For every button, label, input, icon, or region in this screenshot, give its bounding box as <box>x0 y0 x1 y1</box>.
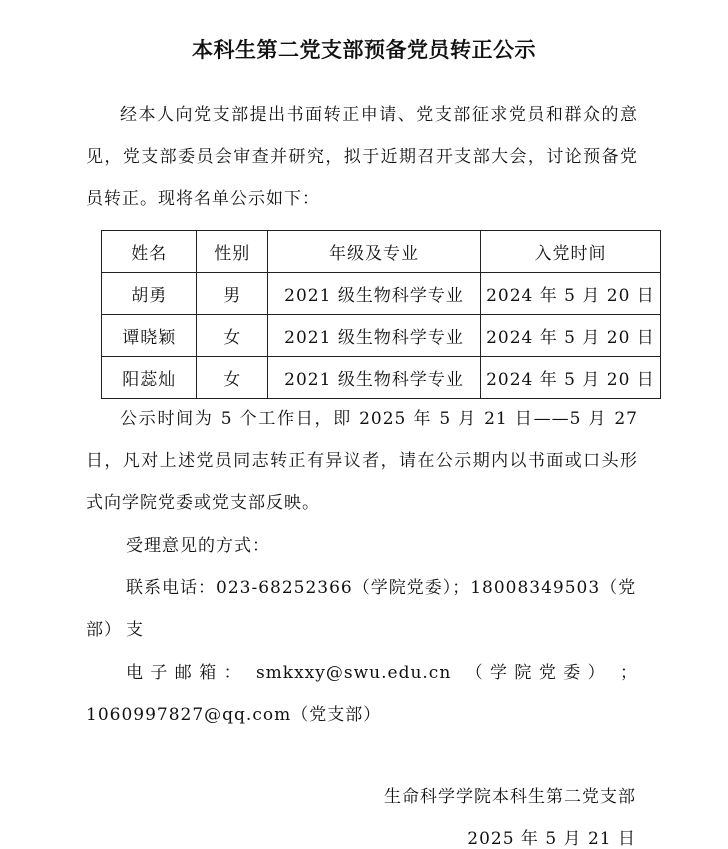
cell-gender: 男 <box>197 273 268 315</box>
cell-gender: 女 <box>197 357 268 399</box>
period-paragraph: 公示时间为 5 个工作日，即 2025 年 5 月 21 日——5 月 27 日，凡对上述党员同志转正有异议者，请在公示期内以书面或口头形式向学院党委或党支部反映。 <box>86 409 638 513</box>
cell-grade-major: 2021 级生物科学专业 <box>268 315 481 357</box>
column-header-grade-major: 年级及专业 <box>268 231 481 273</box>
college-email-note: （ 学 院 党 委 ） <box>465 663 606 683</box>
email-separator: ； <box>619 663 638 683</box>
email-label: 电 子 邮 箱 ： <box>126 663 242 683</box>
candidate-table <box>101 230 661 399</box>
contact-email-line <box>86 652 638 694</box>
page-title: 本科生第二党支部预备党员转正公示 <box>192 38 536 62</box>
table-header-row <box>102 231 661 273</box>
contact-phone-line: 联系电话：023-68252366（学院党委）；18008349503（党支 <box>126 578 637 640</box>
table-row <box>102 273 661 315</box>
signature-date: 2025 年 5 月 21 日 <box>467 829 636 849</box>
column-header-gender: 性别 <box>197 231 268 273</box>
branch-email-line[interactable]: 1060997827@qq.com（党支部） <box>86 705 382 725</box>
cell-join-date: 2024 年 5 月 20 日 <box>480 357 660 399</box>
table-row <box>102 357 661 399</box>
cell-join-date: 2024 年 5 月 20 日 <box>480 315 660 357</box>
accept-methods-label: 受理意见的方式： <box>126 536 270 556</box>
cell-grade-major: 2021 级生物科学专业 <box>268 273 481 315</box>
column-header-name: 姓名 <box>102 231 197 273</box>
cell-name: 阳蕊灿 <box>102 357 197 399</box>
college-email-link[interactable]: smkxxy@swu.edu.cn <box>255 663 452 683</box>
intro-paragraph: 经本人向党支部提出书面转正申请、党支部征求党员和群众的意见，党支部委员会审查并研究，拟于近期召开支部大会，讨论预备党员转正。现将名单公示如下： <box>86 105 638 209</box>
cell-name: 胡勇 <box>102 273 197 315</box>
cell-name: 谭晓颖 <box>102 315 197 357</box>
signature-organization: 生命科学学院本科生第二党支部 <box>384 787 636 807</box>
contact-phone-line-continued: 部） <box>86 620 122 640</box>
cell-join-date: 2024 年 5 月 20 日 <box>480 273 660 315</box>
column-header-join-date: 入党时间 <box>480 231 660 273</box>
cell-grade-major: 2021 级生物科学专业 <box>268 357 481 399</box>
table-row <box>102 315 661 357</box>
cell-gender: 女 <box>197 315 268 357</box>
